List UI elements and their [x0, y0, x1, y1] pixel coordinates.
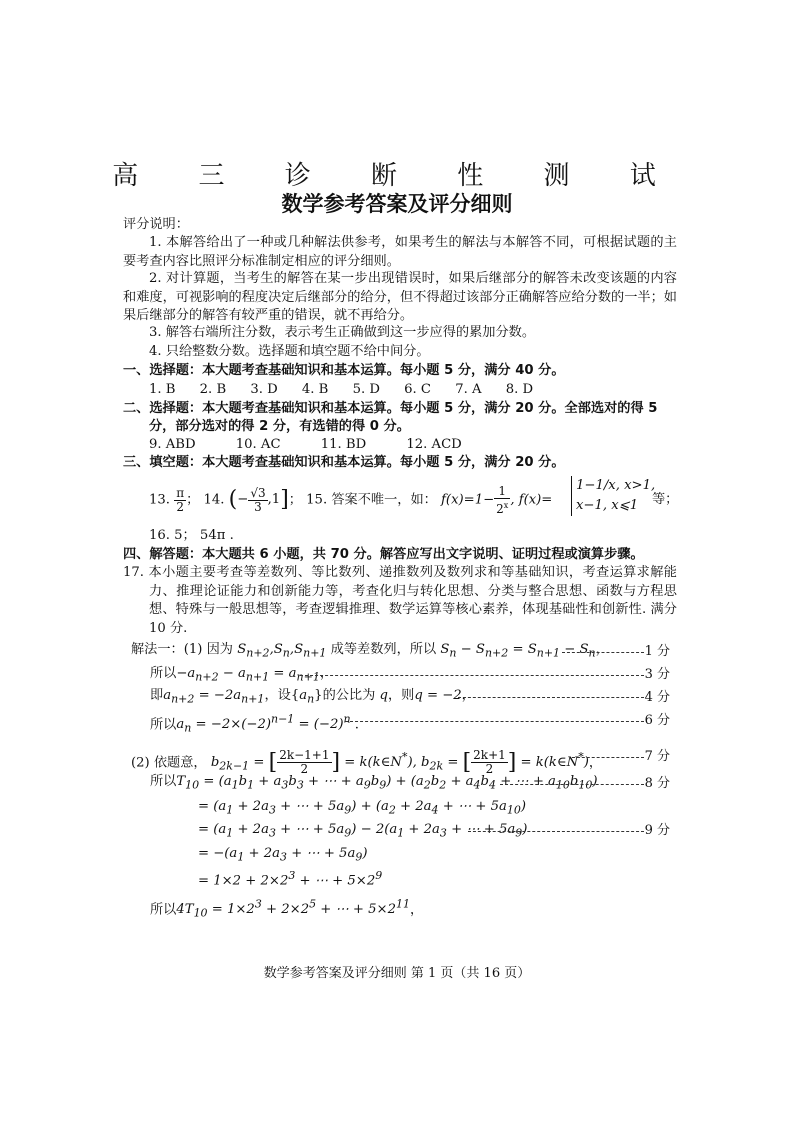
answer-8: 8. D — [505, 382, 534, 397]
leader-dots — [345, 721, 644, 722]
solution-line-11: 所以$4T_{10} = 1\times 2^3 + 2\times 2^5$ + ⋯ + $5\times 2^{11}$， — [150, 898, 424, 921]
answer-6: 6. C — [404, 382, 432, 397]
answer-11: 11. BD — [320, 437, 367, 452]
q15-answer: f(x)=1− — [441, 492, 495, 508]
answer-4: 4. B — [301, 382, 329, 397]
solution-line-4: 所以$a_n = -2\times(-2)^{n-1} = (-2)^n$ . — [150, 713, 359, 736]
q14-answer: $\frac{√3}{3}$ — [250, 485, 266, 514]
note-2: 2. 对计算题，当考生的解答在某一步出现错误时，如果后继部分的解答未改变该题的内容和难度，可视影响的程度决定后继部分的给分，但不得超过该部分正确解答应给分数的一半；如果后继部分的解答有较严重的错误，就不再给分。 — [123, 271, 677, 323]
answer-2: 2. B — [199, 382, 227, 397]
q15-suffix: 等； — [652, 492, 679, 507]
leader-dots — [562, 652, 644, 653]
score-6: 8 分 — [644, 776, 670, 791]
answer-9: 9. ABD — [149, 437, 196, 452]
note-1: 1. 本解答给出了一种或几种解法供参考，如果考生的解法与本解答不同，可根据试题的主要考查内容比照评分标准制定相应的评分细则。 — [123, 235, 677, 269]
note-4: 4. 只给整数分数。选择题和填空题不给中间分。 — [149, 344, 430, 359]
leader-dots — [458, 697, 644, 698]
q13-answer: $\frac{\pi}{2}$ — [176, 485, 185, 514]
solution-line-2: 所以$-a_{n+2} - a_{n+1} = a_{n+1}$， — [150, 666, 334, 684]
solution-line-3: 即$a_{n+2} = -2a_{n+1}$，设$\{a_n\}$的公比为 q，则q = −2， — [150, 688, 475, 706]
page-subtitle: 数学参考答案及评分细则 — [281, 192, 513, 216]
q15-label: 15. 答案不唯一，如： — [306, 492, 437, 508]
score-5: 7 分 — [644, 749, 670, 764]
q17-intro: 17. 本小题主要考查等差数列、等比数列、递推数列及数列求和等基础知识，考查运算求解能力、推理论证能力和创新能力等，考查化归与转化思想、分类与整合思想、函数与方程思想、特殊与一般思想等，考查逻辑推理、数学运算等核心素养，体现基础性和创新性. 满分 10 分. — [123, 565, 677, 636]
section2-header: 二、选择题：本大题考查基础知识和基本运算。每小题 5 分，满分 20 分。全部选对的得 5 — [123, 401, 658, 416]
page-title: 高 三 诊 断 性 测 试 — [112, 161, 682, 191]
solution-line-1: 解法一：(1) 因为 $S_{n+2},S_n,S_{n+1}$ 成等差数列，所以 $S_n - S_{n+2} = S_{n+1} - S_n$， — [131, 642, 609, 660]
answer-7: 7. A — [455, 382, 482, 397]
section2-answers — [149, 435, 462, 454]
score-3: 4 分 — [644, 690, 670, 705]
page-footer: 数学参考答案及评分细则 第 1 页（共 16 页） — [263, 966, 531, 981]
section2-header-cont: 分，部分选对的得 2 分，有选错的得 0 分。 — [149, 419, 410, 434]
q14-label: 14. — [203, 492, 225, 508]
answer-5: 5. D — [352, 382, 380, 397]
score-2: 3 分 — [644, 667, 670, 682]
solution-line-9: = $-(a_1 + 2a_3$ + ⋯ + $5a_9$) — [198, 846, 368, 864]
score-1: 1 分 — [644, 644, 670, 659]
leader-dots — [572, 757, 644, 758]
fill-in-answers: 13. $\frac{\pi}{2}$ ； 14. (− $\frac{√3}{3}$ ,1]； 15. 答案不唯一，如： f(x)=1− $\frac{1}{2^x}$ , f(x)= — [149, 483, 553, 516]
solution-line-8: = ($a_1 + 2a_3$ + ⋯ + $5a_9) - 2(a_1 + 2a_3$ + ⋯ + $5a_9$) — [198, 822, 528, 840]
leader-dots — [300, 675, 644, 676]
solution-line-7: = ($a_1 + 2a_3$ + ⋯ + $5a_9) + (a_2 + 2a_4$ + ⋯ + $5a_{10}$) — [198, 799, 526, 817]
answer-10: 10. AC — [235, 437, 281, 452]
answer-12: 12. ACD — [406, 437, 462, 452]
score-7: 9 分 — [644, 823, 670, 838]
q16-answer: 16. 5； 54π . — [149, 528, 234, 543]
section4-header: 四、解答题：本大题共 6 小题，共 70 分。解答应写出文字说明、证明过程或演算步骤。 — [123, 547, 644, 562]
section3-header: 三、填空题：本大题考查基础知识和基本运算。每小题 5 分，满分 20 分。 — [123, 455, 565, 470]
answer-3: 3. D — [250, 382, 278, 397]
q15-piecewise: 1−1/x, x>1, x−1, x⩽1 — [571, 476, 655, 516]
solution-line-10: = $1\times 2 + 2\times 2^3$ + ⋯ + $5\times 2^9$ — [198, 869, 383, 889]
leader-dots — [500, 784, 644, 785]
note-3: 3. 解答右端所注分数，表示考生正确做到这一步应得的累加分数。 — [149, 325, 536, 340]
section1-header: 一、选择题：本大题考查基础知识和基本运算。每小题 5 分，满分 40 分。 — [123, 363, 565, 378]
leader-dots — [468, 831, 644, 832]
notes-header: 评分说明： — [123, 217, 189, 232]
solution-line-6: 所以$T_{10} = (a_1b_1 + a_3b_3$ + ⋯ + $a_9b_9) + (a_2b_2 + a_4b_4$ + ⋯ + $a_{10}b_{10}$) — [150, 774, 598, 792]
solution-part-2: (2) 依题意， $b_{2k-1}$ = [ $\frac{2k-1+1}{2}$ ] = k(k∈N*), $b_{2k}$ = [ $\frac{2k+1}{2}$ ] = k(k∈N*)， — [131, 748, 603, 777]
q13-label: 13. — [149, 492, 170, 508]
section1-answers — [149, 380, 533, 399]
score-4: 6 分 — [644, 713, 670, 728]
answer-1: 1. B — [149, 382, 176, 397]
